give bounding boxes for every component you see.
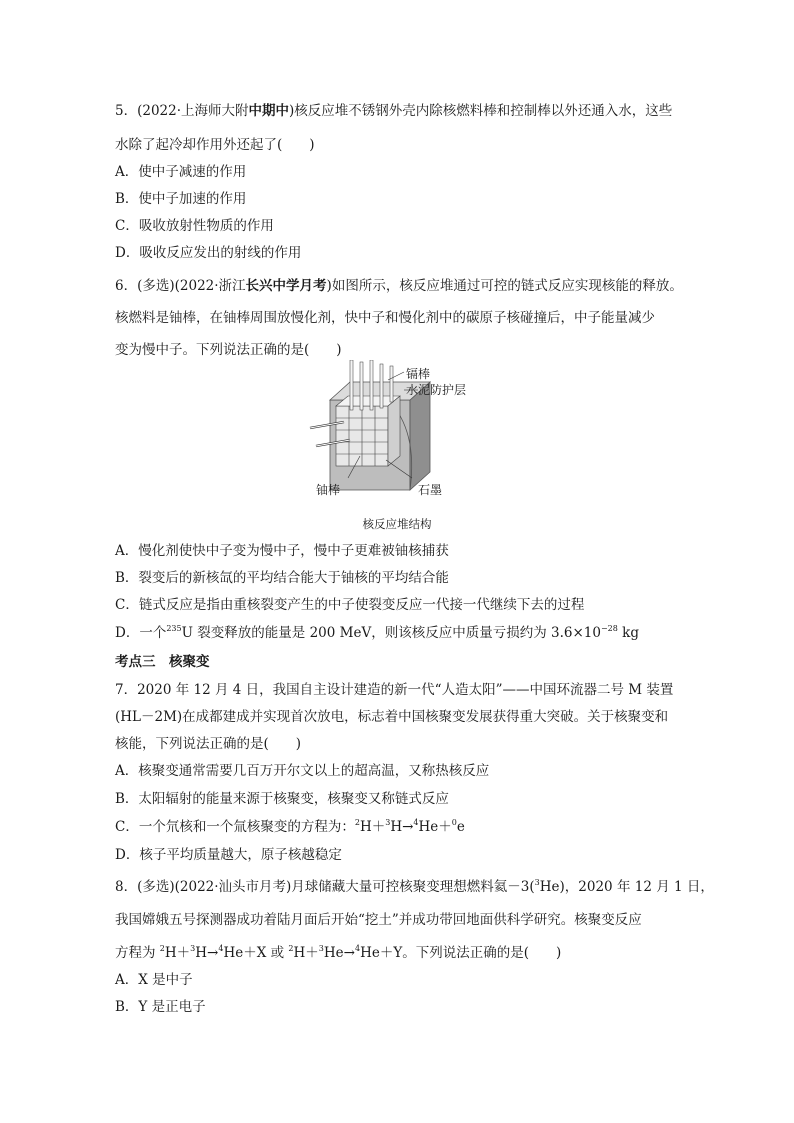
q6-option-b: B．裂变后的新核氙的平均结合能大于铀核的平均结合能 (115, 570, 449, 586)
q6-stem-line2: 核燃料是铀棒，在铀棒周围放慢化剂，快中子和慢化剂中的碳原子核碰撞后，中子能量减少 (115, 310, 655, 326)
q5-option-a: A．使中子减速的作用 (115, 164, 247, 180)
label-cadmium-rod: 镉棒 (406, 367, 431, 381)
q8-option-b: B．Y 是正电子 (115, 999, 206, 1015)
q5-stem-line2: 水除了起冷却作用外还起了( ) (115, 137, 315, 153)
shield-side-face (410, 382, 430, 490)
q7-stem-line3: 核能，下列说法正确的是( ) (115, 736, 302, 752)
q7-stem-line1: 7．2020 年 12 月 4 日，我国自主设计建造的新一代“人造太阳”——中国环流器二号 M 装置 (115, 682, 674, 698)
q6-stem-line1: 6．(多选)(2022·浙江长兴中学月考)如图所示，核反应堆通过可控的链式反应实现核能的释放。 (115, 278, 683, 294)
q7-option-a: A．核聚变通常需要几百万开尔文以上的超高温，又称热核反应 (115, 763, 490, 779)
section-heading: 考点三 核聚变 (115, 654, 210, 670)
q5-option-c: C．吸收放射性物质的作用 (115, 218, 274, 234)
q5-option-b: B．使中子加速的作用 (115, 191, 247, 207)
label-uranium-rod: 铀棒 (316, 483, 341, 497)
q8-stem-line2: 我国嫦娥五号探测器成功着陆月面后开始“挖土”并成功带回地面供科学研究。核聚变反应 (115, 912, 642, 928)
q8-option-a: A．X 是中子 (115, 972, 193, 988)
q6-option-a: A．慢化剂使快中子变为慢中子，慢中子更难被铀核捕获 (115, 543, 449, 559)
q8-stem-line3: 方程为 $^2$H＋$^3$H→$^4$He＋X 或 $^2$H＋$^3$He→$^4$He＋Y。下列说法正确的是( ) (115, 944, 562, 961)
q7-stem-line2: (HL－2M)在成都建成并实现首次放电，标志着中国核聚变发展获得重大突破。关于核聚变和 (115, 709, 669, 725)
label-cement-shield: 水泥防护层 (406, 383, 467, 397)
q7-option-b: B．太阳辐射的能量来源于核聚变，核聚变又称链式反应 (115, 791, 449, 807)
q6-option-d: D．一个$^{235}$U 裂变释放的能量是 200 MeV，则该核反应中质量亏损约为 $3.6\times 10^{-28}$ kg (115, 624, 639, 641)
q7-option-d: D．核子平均质量越大，原子核越稳定 (115, 847, 342, 863)
q8-stem-line1: 8．(多选)(2022·汕头市月考)月球储藏大量可控核聚变理想燃料氦－3($^3$He)，2020 年 12 月 1 日， (115, 878, 714, 895)
label-graphite: 石墨 (418, 483, 443, 497)
q5-option-d: D．吸收反应发出的射线的作用 (115, 245, 302, 261)
graphite-block-grid (336, 396, 400, 466)
q6-option-c: C．链式反应是指由重核裂变产生的中子使裂变反应一代接一代继续下去的过程 (115, 597, 585, 613)
reactor-structure-figure (300, 360, 500, 520)
q6-stem-line3: 变为慢中子。下列说法正确的是( ) (115, 342, 342, 358)
figure-caption: 核反应堆结构 (362, 517, 432, 531)
q5-stem-line1: 5．(2022·上海师大附中期中)核反应堆不锈钢外壳内除核燃料棒和控制棒以外还通入水，这些 (115, 103, 673, 119)
q7-option-c: C．一个氘核和一个氚核聚变的方程为：$^2$H＋$^3$H→$^4$He＋$^0$e (115, 818, 465, 835)
